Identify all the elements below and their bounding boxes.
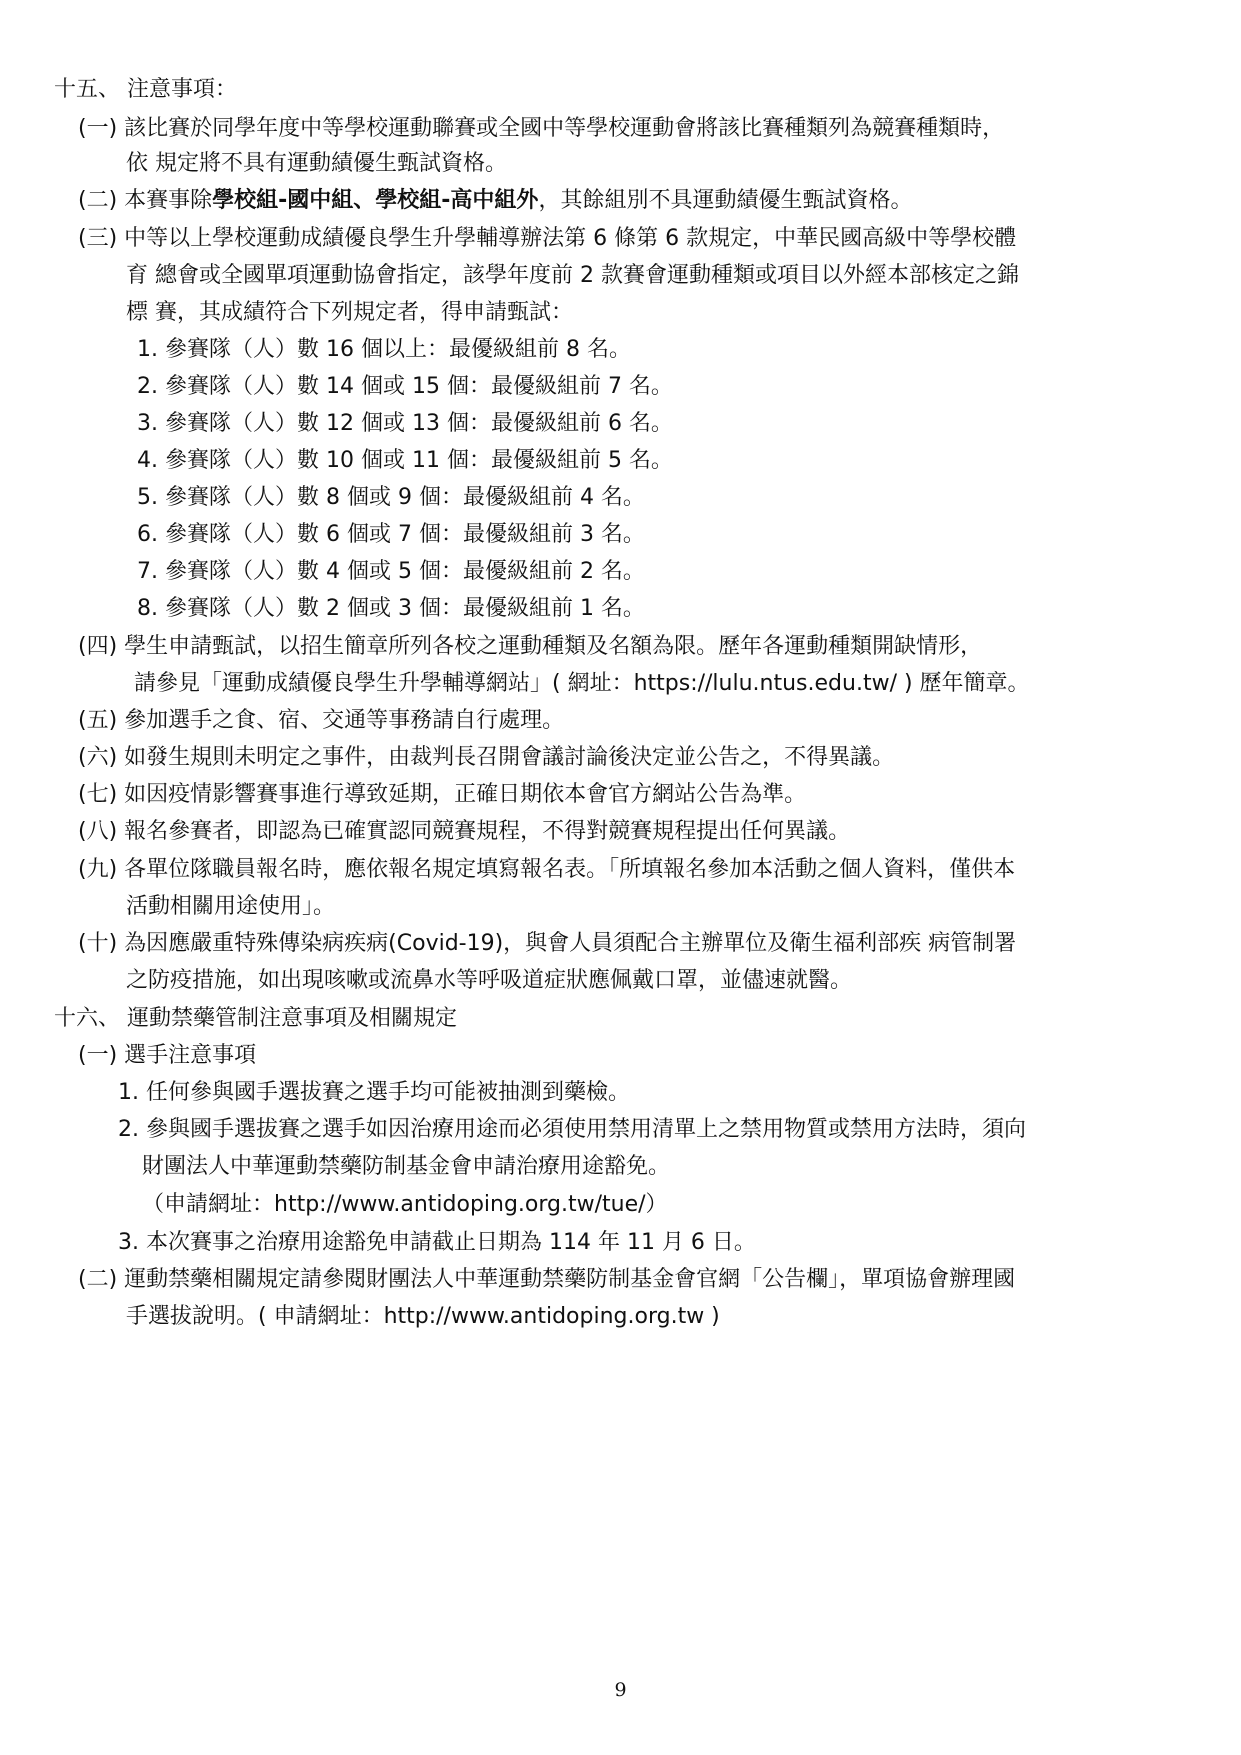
sub-1-item-2-line-2: 財團法人中華運動禁藥防制基金會申請治療用途豁免。: [142, 1154, 671, 1179]
item-2-bold-groups: 學校組-國中組、學校組-高中組外: [212, 188, 539, 213]
item-10-line-2: 之防疫措施，如出現咳嗽或流鼻水等呼吸道症狀應佩戴口罩，並儘速就醫。: [126, 968, 853, 993]
item-8-line: (八) 報名參賽者，即認為已確實認同競賽規程，不得對競賽規程提出任何異議。: [78, 819, 851, 844]
item-3-line-2: 育 總會或全國單項運動協會指定，該學年度前 2 款賽會運動種類或項目以外經本部核定之錦: [126, 263, 1019, 288]
item-3-line-1: (三) 中等以上學校運動成績優良學生升學輔導辦法第 6 條第 6 款規定，中華民國高級中等學校體: [78, 226, 1017, 251]
rule-item: 7. 參賽隊（人）數 4 個或 5 個：最優級組前 2 名。: [137, 559, 645, 584]
rule-item: 3. 參賽隊（人）數 12 個或 13 個：最優級組前 6 名。: [137, 411, 673, 436]
item-6-line: (六) 如發生規則未明定之事件，由裁判長召開會議討論後決定並公告之，不得異議。: [78, 745, 895, 770]
item-2-suffix: ，其餘組別不具運動績優生甄試資格。: [538, 188, 913, 213]
item-9-line-2: 活動相關用途使用」。: [126, 894, 336, 919]
item-9-line-1: (九) 各單位隊職員報名時，應依報名規定填寫報名表。「所填報名參加本活動之個人資料，僅供本: [78, 857, 1016, 882]
page-number: 9: [614, 1679, 627, 1701]
rule-item: 1. 參賽隊（人）數 16 個以上：最優級組前 8 名。: [137, 337, 631, 362]
sub-1-heading: (一) 選手注意事項: [78, 1043, 257, 1068]
section-16-heading: 十六、 運動禁藥管制注意事項及相關規定: [54, 1006, 457, 1031]
item-3-line-3: 標 賽，其成績符合下列規定者，得申請甄試：: [126, 300, 573, 325]
item-4-line-2: 請參見「運動成績優良學生升學輔導網站」( 網址：https://lulu.ntus.edu.tw/ ) 歷年簡章。: [134, 671, 1030, 696]
item-10-line-1: (十) 為因應嚴重特殊傳染病疾病(Covid-19)，與會人員須配合主辦單位及衛生福利部疾 病管制署: [78, 931, 1017, 956]
item-7-line: (七) 如因疫情影響賽事進行導致延期，正確日期依本會官方網站公告為準。: [78, 782, 807, 807]
item-2-prefix: (二) 本賽事除: [78, 188, 213, 213]
section-15-heading: 十五、 注意事項：: [54, 77, 237, 102]
item-1-line-1: (一) 該比賽於同學年度中等學校運動聯賽或全國中等學校運動會將該比賽種類列為競賽種類時，: [78, 116, 1005, 141]
sub-1-item-2-line-3: （申請網址：http://www.antidoping.org.tw/tue/）: [142, 1192, 668, 1217]
sub-1-item-2-line-1: 2. 參與國手選拔賽之選手如因治療用途而必須使用禁用清單上之禁用物質或禁用方法時，須向: [118, 1117, 1026, 1142]
sub-2-line-1: (二) 運動禁藥相關規定請參閱財團法人中華運動禁藥防制基金會官網「公告欄」，單項協會辦理國: [78, 1267, 1016, 1292]
rule-item: 2. 參賽隊（人）數 14 個或 15 個：最優級組前 7 名。: [137, 374, 673, 399]
rule-item: 5. 參賽隊（人）數 8 個或 9 個：最優級組前 4 名。: [137, 485, 645, 510]
rule-item: 6. 參賽隊（人）數 6 個或 7 個：最優級組前 3 名。: [137, 522, 645, 547]
sub-1-item-1: 1. 任何參與國手選拔賽之選手均可能被抽測到藥檢。: [118, 1080, 630, 1105]
item-5-line: (五) 參加選手之食、宿、交通等事務請自行處理。: [78, 708, 565, 733]
item-4-line-1: (四) 學生申請甄試，以招生簡章所列各校之運動種類及名額為限。歷年各運動種類開缺情形，: [78, 634, 983, 659]
sub-2-line-2: 手選拔說明。( 申請網址：http://www.antidoping.org.tw ): [126, 1304, 720, 1329]
rule-item: 8. 參賽隊（人）數 2 個或 3 個：最優級組前 1 名。: [137, 596, 645, 621]
rule-item: 4. 參賽隊（人）數 10 個或 11 個：最優級組前 5 名。: [137, 448, 673, 473]
sub-1-item-3: 3. 本次賽事之治療用途豁免申請截止日期為 114 年 11 月 6 日。: [118, 1230, 756, 1255]
item-2-line: [78, 186, 912, 216]
item-1-line-2: 依 規定將不具有運動績優生甄試資格。: [126, 151, 507, 176]
